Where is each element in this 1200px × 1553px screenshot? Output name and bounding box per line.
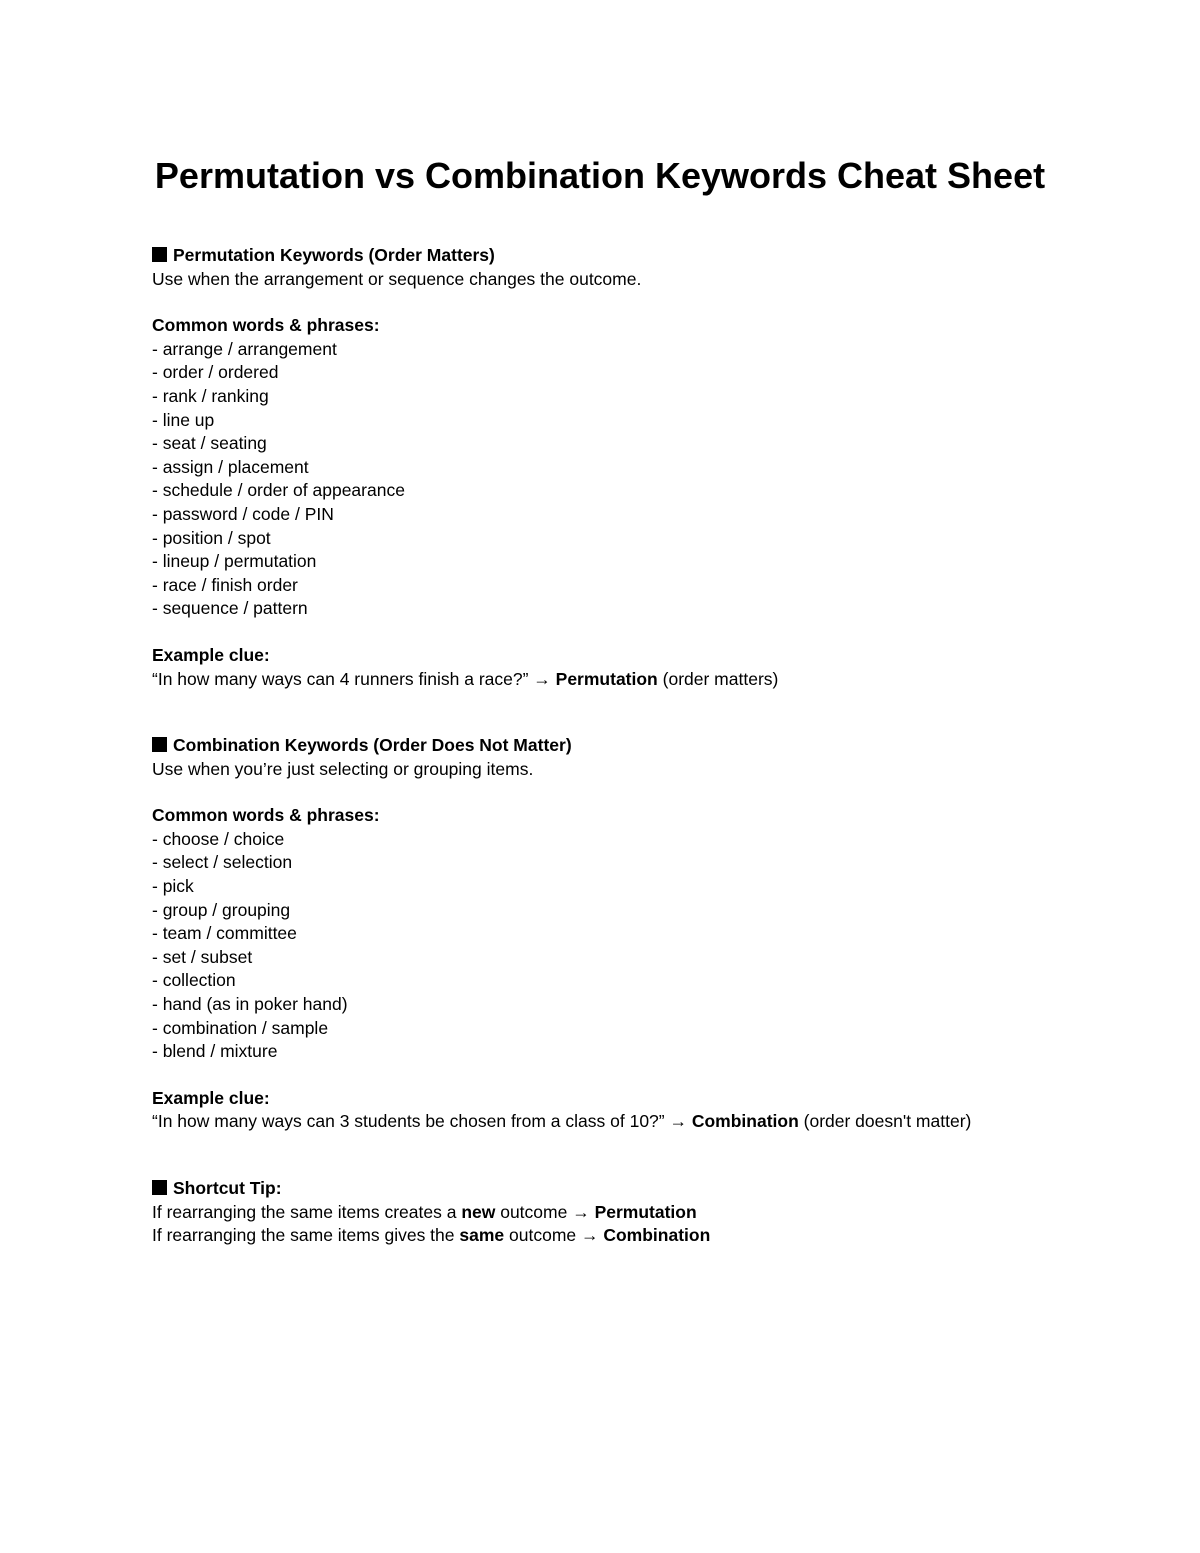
- shortcut-line-2-start: If rearranging the same items gives the: [152, 1225, 460, 1246]
- permutation-example: [152, 668, 1032, 692]
- square-bullet-icon: [152, 737, 167, 752]
- permutation-keyword-list: [152, 338, 1032, 621]
- shortcut-line-1-result: Permutation: [594, 1201, 697, 1222]
- keyword-list-item: - group / grouping: [152, 899, 291, 920]
- combination-example: [152, 1110, 1032, 1134]
- document-body: [152, 244, 1032, 1248]
- permutation-example-note: (order matters): [657, 668, 779, 689]
- shortcut-line-1-mid: outcome →: [495, 1201, 595, 1222]
- keyword-list-item: - lineup / permutation: [152, 551, 317, 572]
- keyword-list-item: - race / finish order: [152, 574, 298, 595]
- combination-example-answer: Combination: [691, 1111, 799, 1132]
- keyword-list-item: - team / committee: [152, 923, 297, 944]
- shortcut-line-1: [152, 1201, 1032, 1225]
- keyword-list-item: - select / selection: [152, 852, 293, 873]
- shortcut-heading: [152, 1177, 1032, 1201]
- keyword-list-item: - position / spot: [152, 527, 271, 548]
- keyword-list-item: - sequence / pattern: [152, 598, 308, 619]
- shortcut-line-2-emphasis: same: [459, 1225, 505, 1246]
- combination-words-label: Common words & phrases:: [152, 805, 380, 826]
- permutation-example-answer: Permutation: [555, 668, 658, 689]
- permutation-example-label: Example clue:: [152, 644, 270, 665]
- keyword-list-item: - collection: [152, 970, 236, 991]
- keyword-list-item: - schedule / order of appearance: [152, 480, 405, 501]
- keyword-list-item: - pick: [152, 876, 194, 897]
- keyword-list-item: - blend / mixture: [152, 1041, 278, 1062]
- combination-description: Use when you’re just selecting or grouping items.: [152, 758, 534, 779]
- shortcut-line-1-emphasis: new: [461, 1201, 496, 1222]
- combination-example-quote: “In how many ways can 3 students be chosen from a class of 10?” →: [152, 1111, 692, 1132]
- page-title: Permutation vs Combination Keywords Cheat Sheet: [154, 155, 1046, 196]
- keyword-list-item: - assign / placement: [152, 456, 309, 477]
- combination-keyword-list: [152, 828, 1032, 1064]
- combination-heading-text: Combination Keywords (Order Does Not Matter): [173, 735, 572, 756]
- permutation-example-quote: “In how many ways can 4 runners finish a race?” →: [152, 668, 556, 689]
- keyword-list-item: - choose / choice: [152, 828, 285, 849]
- permutation-words-label: Common words & phrases:: [152, 315, 380, 336]
- permutation-heading: [152, 244, 1032, 268]
- permutation-heading-text: Permutation Keywords (Order Matters): [173, 245, 495, 265]
- keyword-list-item: - arrange / arrangement: [152, 338, 337, 359]
- keyword-list-item: - password / code / PIN: [152, 503, 334, 524]
- shortcut-line-2-result: Combination: [603, 1225, 711, 1246]
- combination-example-label: Example clue:: [152, 1087, 270, 1108]
- shortcut-line-2-mid: outcome →: [504, 1225, 604, 1246]
- keyword-list-item: - hand (as in poker hand): [152, 994, 348, 1015]
- keyword-list-item: - order / ordered: [152, 362, 279, 383]
- keyword-list-item: - combination / sample: [152, 1017, 329, 1038]
- square-bullet-icon: [152, 247, 167, 262]
- shortcut-line-1-start: If rearranging the same items creates a: [152, 1201, 462, 1222]
- combination-heading: [152, 734, 1032, 758]
- keyword-list-item: - line up: [152, 409, 215, 430]
- keyword-list-item: - seat / seating: [152, 433, 267, 454]
- keyword-list-item: - rank / ranking: [152, 385, 269, 406]
- shortcut-line-2: [152, 1224, 1032, 1248]
- keyword-list-item: - set / subset: [152, 946, 253, 967]
- shortcut-heading-text: Shortcut Tip:: [173, 1178, 282, 1198]
- permutation-description: Use when the arrangement or sequence changes the outcome.: [152, 268, 642, 289]
- combination-example-note: (order doesn't matter): [798, 1111, 972, 1132]
- square-bullet-icon: [152, 1180, 167, 1195]
